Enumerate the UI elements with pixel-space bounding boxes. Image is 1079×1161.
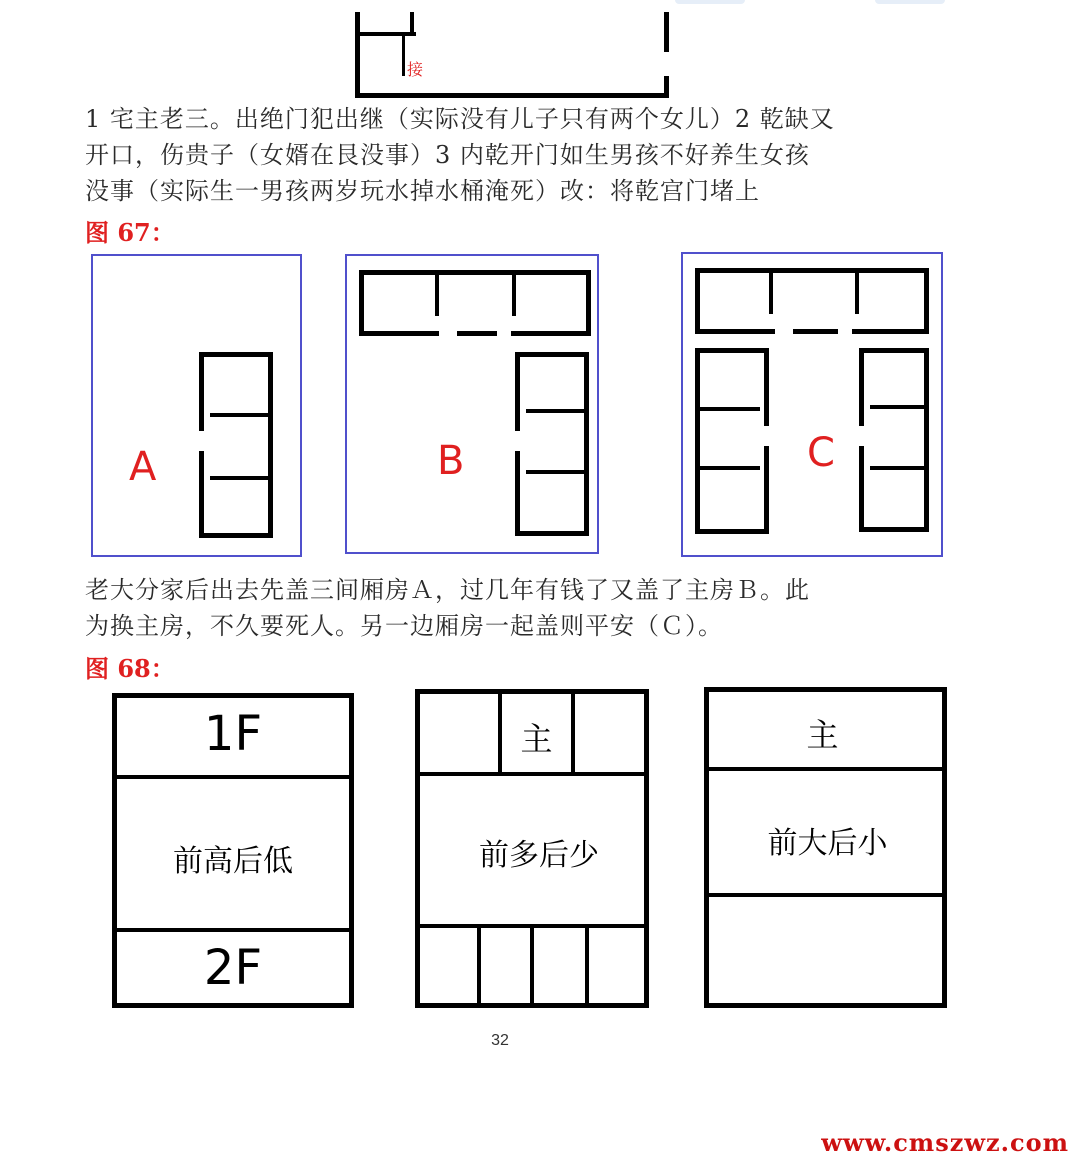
- diagram-caption: 前多后少: [479, 838, 599, 873]
- fig67-label: 图 67：: [85, 218, 175, 247]
- paragraph-1-line-2: 开口，伤贵子（女婿在艮没事）3 内乾开门如生男孩不好养生女孩: [85, 141, 810, 169]
- main-house: [359, 270, 591, 336]
- top-tab-1: [675, 0, 745, 4]
- wing-house-right: [515, 352, 589, 536]
- wing-house-left: [695, 348, 769, 534]
- page-number: 32: [491, 1032, 509, 1049]
- main-room-label: 主: [806, 716, 839, 754]
- fig67-plan-b: [345, 254, 599, 554]
- fig68-diagram-2: [415, 689, 649, 1008]
- fig68-label: 图 68：: [85, 654, 175, 683]
- fig66-connect-label: 接: [407, 60, 424, 79]
- diagram-caption: 前大后小: [767, 826, 888, 861]
- plan-letter-c: C: [807, 430, 835, 476]
- top-tab-2: [875, 0, 945, 4]
- floor-label-1f: 1F: [203, 706, 263, 762]
- main-house: [695, 268, 929, 334]
- fig67-plan-c: [681, 252, 943, 557]
- wing-house-right: [859, 348, 929, 532]
- paragraph-2-line-1: 老大分家后出去先盖三间厢房Ａ，过几年有钱了又盖了主房Ｂ。此: [85, 576, 810, 604]
- floor-label-2f: 2F: [203, 940, 263, 996]
- wing-house-right: [199, 352, 273, 538]
- fig67-plan-a: [91, 254, 302, 557]
- paragraph-1-line-3: 没事（实际生一男孩两岁玩水掉水桶淹死）改：将乾宫门堵上: [85, 177, 760, 205]
- paragraph-1-line-1: 1 宅主老三。出绝门犯出继（实际没有儿子只有两个女儿）2 乾缺又: [85, 105, 835, 133]
- diagram-caption: 前高后低: [173, 844, 293, 879]
- plan-letter-b: B: [437, 438, 465, 484]
- main-room-label: 主: [520, 720, 553, 758]
- fig68-diagram-3: [704, 687, 947, 1008]
- fig68-diagram-1: [112, 693, 354, 1008]
- plan-letter-a: A: [129, 444, 157, 490]
- paragraph-2-line-2: 为换主房，不久要死人。另一边厢房一起盖则平安（Ｃ）。: [85, 612, 723, 640]
- watermark-url: www.cmszwz.com: [821, 1128, 1069, 1157]
